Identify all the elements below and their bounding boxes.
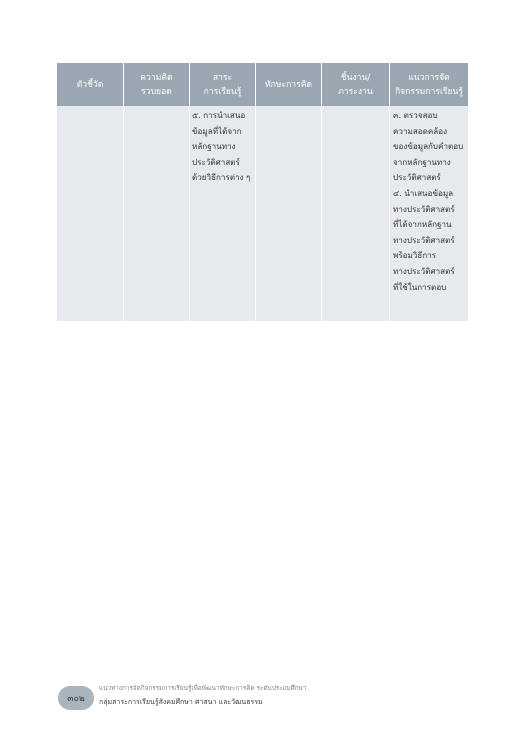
header-activity xyxy=(390,63,468,106)
content-line: ด้วยวิธีการต่าง ๆ xyxy=(192,172,251,183)
table-header xyxy=(57,63,468,106)
header-concept-line2: รวบยอด xyxy=(141,86,172,97)
column-divider xyxy=(321,63,322,321)
header-concept-line1: ความคิด xyxy=(140,72,173,83)
activity-line: ๔. นำเสนอข้อมูล xyxy=(393,187,454,198)
header-content xyxy=(190,63,255,106)
header-concept xyxy=(124,63,189,106)
activity-line: จากหลักฐานทาง xyxy=(393,156,451,167)
header-activity-line2: กิจกรรมการเรียนรู้ xyxy=(394,86,464,97)
header-content-line2: การเรียนรู้ xyxy=(203,86,242,97)
column-divider xyxy=(123,63,124,321)
footer-subject-title: กลุ่มสาระการเรียนรู้สังคมศึกษา ศาสนา และวัฒนธรรม xyxy=(99,698,263,706)
activity-line: ของข้อมูลกับคำตอบ xyxy=(393,141,464,152)
activity-line: ๓. ตรวจสอบ xyxy=(393,110,438,120)
content-line: หลักฐานทาง xyxy=(192,141,236,152)
content-line: ประวัติศาสตร์ xyxy=(192,156,240,167)
curriculum-table xyxy=(57,63,468,321)
header-workpiece xyxy=(322,63,389,106)
column-divider xyxy=(255,63,256,321)
header-workpiece-line1: ชิ้นงาน/ xyxy=(340,72,371,83)
header-thinking-skill xyxy=(256,63,321,106)
activity-line: พร้อมวิธีการ xyxy=(393,250,437,261)
activity-line: ที่ใช้ในการตอบ xyxy=(393,281,447,292)
content-line: ๕. การนำเสนอ xyxy=(192,110,246,120)
header-thinking-skill-line1: ทักษะการคิด xyxy=(264,79,313,90)
header-indicator-line1: ตัวชี้วัด xyxy=(76,79,104,90)
content-line: ข้อมูลที่ได้จาก xyxy=(192,125,242,136)
header-content-line1: สาระ xyxy=(212,72,233,83)
activity-line: ที่ได้จากหลักฐาน xyxy=(393,219,452,230)
content-cell xyxy=(192,108,251,186)
column-divider xyxy=(389,63,390,321)
activity-line: ทางประวัติศาสตร์ xyxy=(393,234,455,245)
page-number-badge xyxy=(58,686,94,710)
page-number: ๓๐๒ xyxy=(67,694,85,704)
activity-line: ประวัติศาสตร์ xyxy=(393,172,441,183)
header-workpiece-line2: ภาระงาน xyxy=(338,86,373,97)
activity-cell xyxy=(393,108,463,295)
activity-line: ทางประวัติศาสตร์ xyxy=(393,265,455,276)
footer-book-title: แนวทางการจัดกิจกรรมการเรียนรู้เพื่อพัฒนาทักษะการคิด ระดับประถมศึกษา xyxy=(99,684,307,692)
header-activity-line1: แนวการจัด xyxy=(408,72,450,83)
activity-line: ทางประวัติศาสตร์ xyxy=(393,203,455,214)
activity-line: ความสอดคล้อง xyxy=(393,125,448,136)
header-indicator xyxy=(57,63,123,106)
column-divider xyxy=(189,63,190,321)
